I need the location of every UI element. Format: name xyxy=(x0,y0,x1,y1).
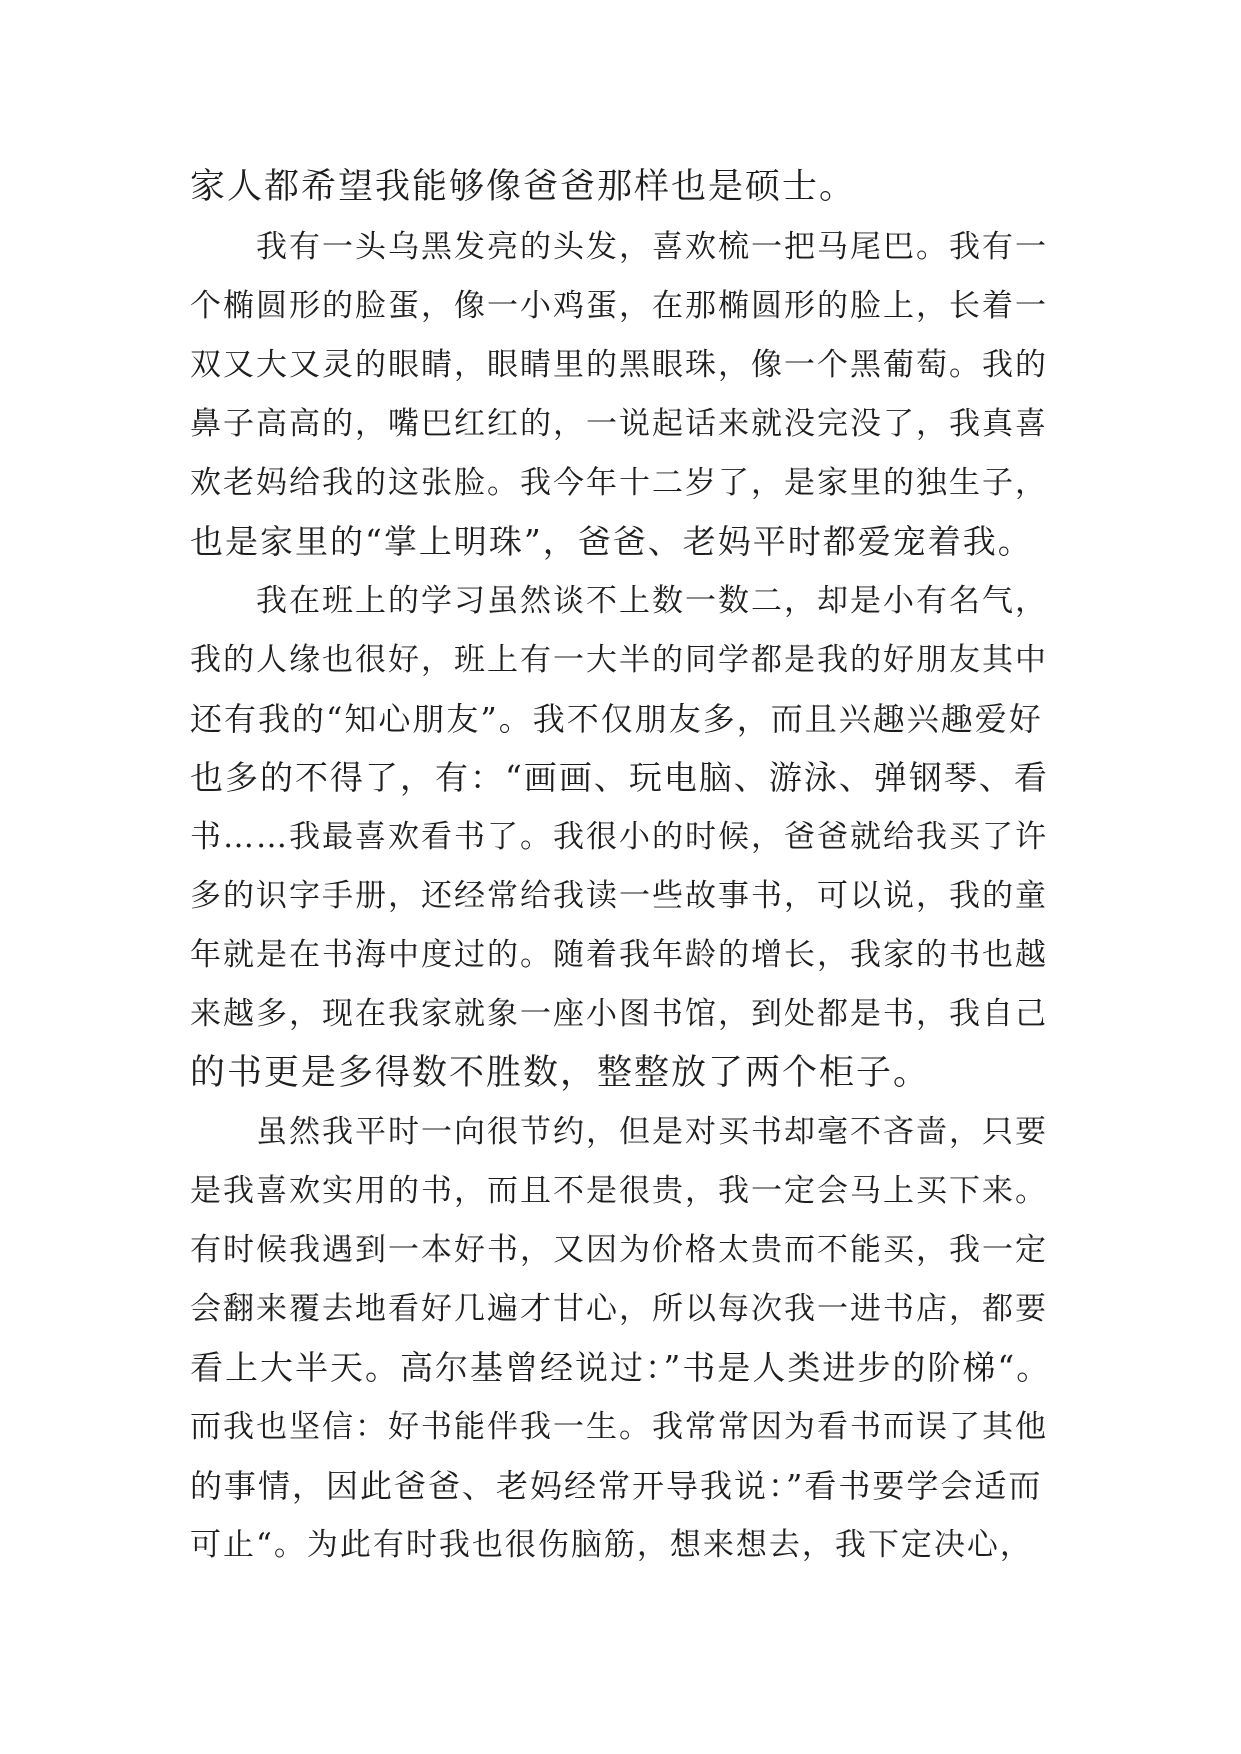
text-line-21: 看上大半天。高尔基曾经说过：”书是人类进步的阶梯“。 xyxy=(190,1348,1052,1387)
text-line-19: 有时候我遇到一本好书，又因为价格太贵而不能买，我一定 xyxy=(190,1232,1048,1268)
text-line-7: 也是家里的“掌上明珠”，爸爸、老妈平时都爱宠着我。 xyxy=(190,522,1033,561)
text-line-16: 的书更是多得数不胜数，整整放了两个柜子。 xyxy=(190,1053,931,1093)
text-line-11: 也多的不得了，有：“画画、玩电脑、游泳、弹钢琴、看 xyxy=(190,758,1049,797)
text-line-6: 欢老妈给我的这张脸。我今年十二岁了，是家里的独生子， xyxy=(190,465,1048,501)
text-line-14: 年就是在书海中度过的。随着我年龄的增长，我家的书也越 xyxy=(190,937,1048,973)
text-line-8: 我在班上的学习虽然谈不上数一数二，却是小有名气， xyxy=(190,583,1048,619)
text-line-17: 虽然我平时一向很节约，但是对买书却毫不吝啬，只要 xyxy=(190,1114,1048,1150)
text-line-10: 还有我的“知心朋友”。我不仅朋友多，而且兴趣兴趣爱好 xyxy=(190,700,1043,738)
text-line-23: 的事情，因此爸爸、老妈经常开导我说：”看书要学会适而 xyxy=(190,1467,1043,1505)
text-line-20: 会翻来覆去地看好几遍才甘心，所以每次我一进书店，都要 xyxy=(190,1291,1048,1327)
text-line-5: 鼻子高高的，嘴巴红红的，一说起话来就没完没了，我真喜 xyxy=(190,406,1048,442)
text-line-22: 而我也坚信：好书能伴我一生。我常常因为看书而误了其他 xyxy=(190,1409,1048,1445)
text-line-15: 来越多，现在我家就象一座小图书馆，到处都是书，我自己 xyxy=(190,996,1048,1032)
text-line-9: 我的人缘也很好，班上有一大半的同学都是我的好朋友其中 xyxy=(190,642,1048,678)
text-line-1: 家人都希望我能够像爸爸那样也是硕士。 xyxy=(190,167,857,207)
text-line-18: 是我喜欢实用的书，而且不是很贵，我一定会马上买下来。 xyxy=(190,1173,1048,1209)
text-line-3: 个椭圆形的脸蛋，像一小鸡蛋，在那椭圆形的脸上，长着一 xyxy=(190,288,1048,324)
text-line-13: 多的识字手册，还经常给我读一些故事书，可以说，我的童 xyxy=(190,878,1048,914)
text-line-24: 可止“。为此有时我也很伤脑筋，想来想去，我下定决心， xyxy=(190,1527,1033,1563)
text-line-12: 书……我最喜欢看书了。我很小的时候，爸爸就给我买了许 xyxy=(190,819,1048,855)
text-line-4: 双又大又灵的眼睛，眼睛里的黑眼珠，像一个黑葡萄。我的 xyxy=(190,347,1048,383)
text-line-2: 我有一头乌黑发亮的头发，喜欢梳一把马尾巴。我有一 xyxy=(190,229,1048,265)
